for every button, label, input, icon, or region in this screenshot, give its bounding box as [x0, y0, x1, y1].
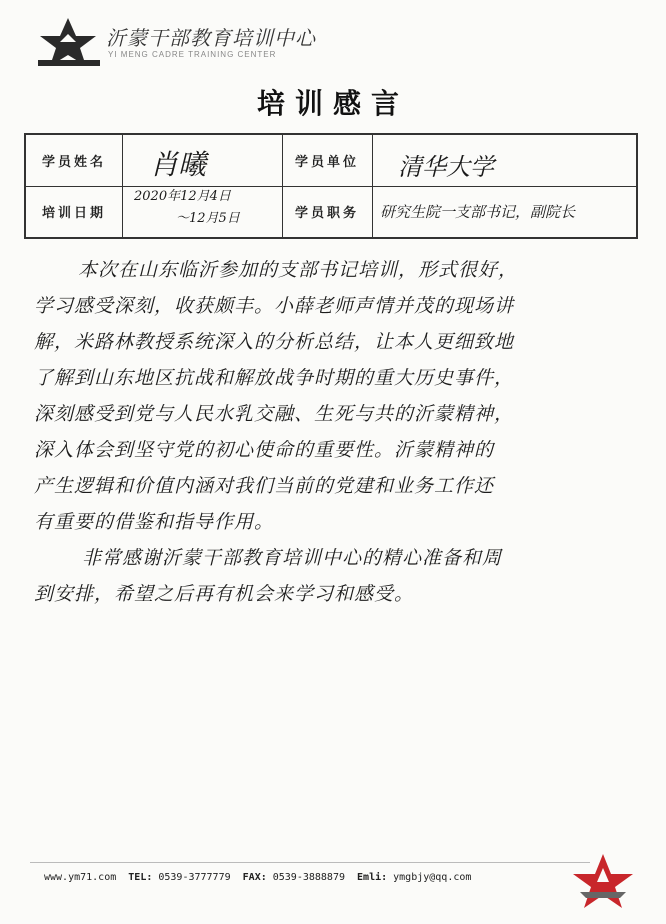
unit-label: 学员单位	[294, 155, 359, 170]
position-label: 学员职务	[294, 206, 359, 221]
text-line: 到安排，希望之后再有机会来学习和感受。	[34, 583, 415, 605]
footer-tel: 0539-3777779	[158, 872, 231, 883]
footer-website: www.ym71.com	[44, 872, 117, 883]
page-title: 培训感言	[256, 87, 409, 120]
date-start: 2020年12月4日	[134, 189, 231, 204]
table-column-divider	[372, 135, 373, 237]
name-label: 学员姓名	[41, 155, 106, 170]
text-line: 非常感谢沂蒙干部教育培训中心的精心准备和周	[82, 547, 503, 569]
text-line: 解，米路林教授系统深入的分析总结，让本人更细致地	[34, 331, 515, 353]
date-end: ～12月5日	[176, 211, 240, 226]
footer-divider	[30, 862, 590, 863]
date-label: 培训日期	[41, 206, 106, 221]
text-line: 深入体会到坚守党的初心使命的重要性。沂蒙精神的	[34, 439, 495, 461]
org-name: 沂蒙干部教育培训中心	[106, 26, 316, 50]
footer-fax-label: FAX:	[242, 872, 267, 883]
text-line: 学习感受深刻，收获颇丰。小薛老师声情并茂的现场讲	[34, 295, 515, 317]
name-value: 肖曦	[150, 148, 207, 181]
text-line: 深刻感受到党与人民水乳交融、生死与共的沂蒙精神，	[34, 403, 515, 425]
star-logo-icon	[38, 16, 100, 68]
footer-fax: 0539-3888879	[272, 872, 345, 883]
footer-contact	[44, 872, 477, 883]
footer-tel-label: TEL:	[128, 872, 153, 883]
text-line: 有重要的借鉴和指导作用。	[34, 511, 275, 533]
text-line: 产生逻辑和价值内涵对我们当前的党建和业务工作还	[34, 475, 495, 497]
table-column-divider	[122, 135, 123, 237]
org-english-name: YI MENG CADRE TRAINING CENTER	[108, 50, 277, 59]
unit-value: 清华大学	[398, 153, 494, 181]
text-line: 了解到山东地区抗战和解放战争时期的重大历史事件，	[34, 367, 515, 389]
footer-email-label: Emli:	[357, 872, 388, 883]
text-line: 本次在山东临沂参加的支部书记培训，形式很好，	[78, 259, 519, 281]
footer-email: ymgbjy@qq.com	[393, 872, 472, 883]
footer-star-logo-icon	[570, 852, 636, 910]
testimonial-text	[34, 252, 628, 612]
trainee-info-table	[24, 133, 638, 239]
position-value: 研究生院一支部书记，副院长	[380, 203, 576, 221]
